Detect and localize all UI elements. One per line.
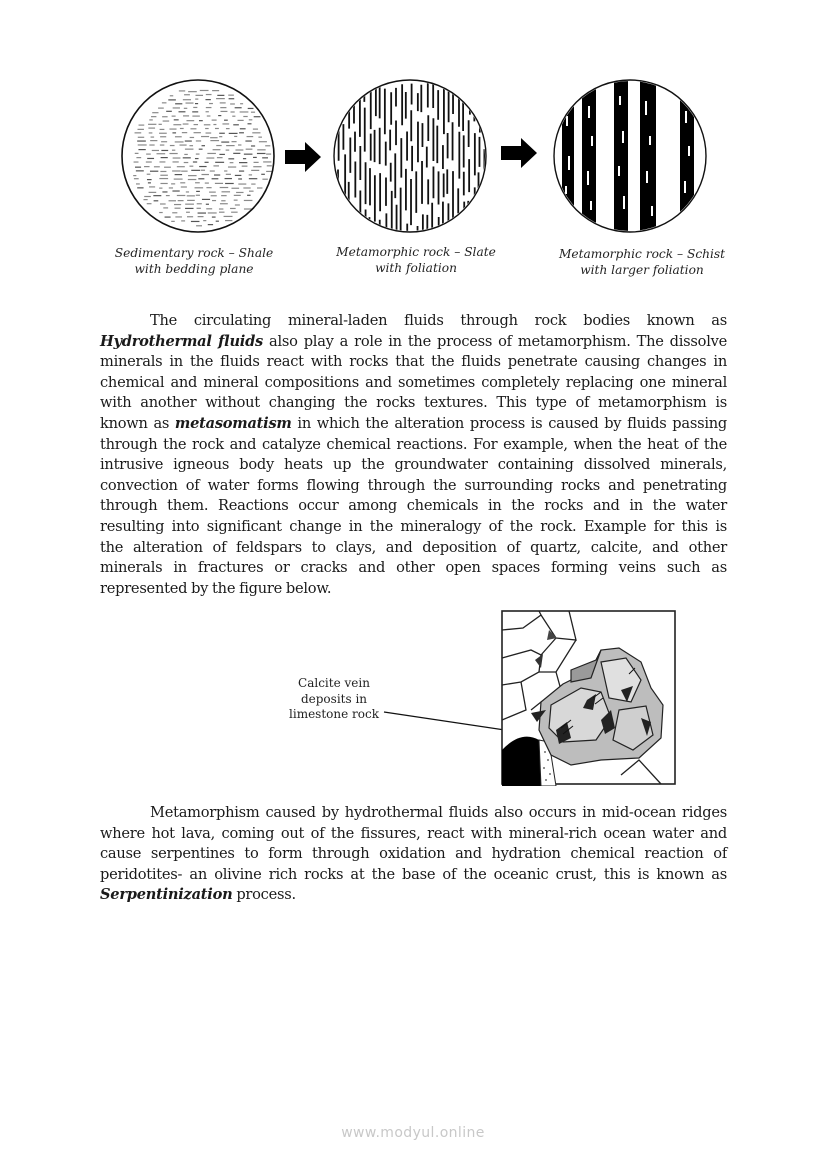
text-line: minerals in fractures or cracks and other open spaces forming veins such as xyxy=(100,559,727,577)
text-line: Serpentinization process. xyxy=(100,886,296,904)
text-line: chemical and mineral compositions and sometimes completely replacing one mineral xyxy=(100,373,727,391)
text-line: through the rock and catalyze chemical reactions. For example, when the heat of the xyxy=(100,435,727,453)
shale-caption: Sedimentary rock – Shale with bedding plane xyxy=(114,246,274,276)
text-line: Hydrothermal fluids also play a role in the process of metamorphism. The dissolve xyxy=(100,332,727,350)
text-line: cause serpentines to form through oxidation and hydration chemical reaction of xyxy=(100,845,727,863)
paragraph-serpentinization xyxy=(100,803,727,906)
text-line: The circulating mineral-laden fluids through rock bodies known as xyxy=(150,312,727,329)
text-line: represented by the figure below. xyxy=(100,579,332,597)
text-line: Metamorphism caused by hydrothermal fluids also occurs in mid-ocean ridges xyxy=(150,804,727,821)
slate-caption: Metamorphic rock – Slate with foliation xyxy=(336,245,496,275)
key-term: Hydrothermal fluids xyxy=(100,332,264,350)
text-line: resulting into significant change in the mineralogy of the rock. Example for this is xyxy=(100,517,727,535)
slate-circle-illustration xyxy=(332,76,488,236)
paragraph-hydrothermal-fluids xyxy=(100,311,727,599)
text-line: where hot lava, coming out of the fissures, react with mineral-rich ocean water and xyxy=(100,824,727,842)
key-term: Serpentinization xyxy=(100,886,233,904)
text-line: convection of water forms flowing through the surrounding rocks and penetrating xyxy=(100,476,727,494)
text-line: with another without changing the rocks textures. This type of metamorphism is xyxy=(100,394,727,412)
right-arrow-icon xyxy=(501,138,537,168)
text-line: known as metasomatism in which the alteration process is caused by fluids passing xyxy=(100,414,727,432)
text-line: the alteration of feldspars to clays, and deposition of quartz, calcite, and other xyxy=(100,538,727,556)
rock-metamorphism-figure xyxy=(100,76,730,236)
text-line: through them. Reactions occur among chemicals in the rocks and in the water xyxy=(100,497,727,515)
text-line: peridotites- an olivine rich rocks at the base of the oceanic crust, this is known as xyxy=(100,865,727,883)
schist-caption: Metamorphic rock – Schist with larger foliation xyxy=(558,247,726,277)
text-line: intrusive igneous body heats up the groundwater containing dissolved minerals, xyxy=(100,456,727,474)
shale-circle-illustration xyxy=(120,76,276,236)
watermark: www.modyul.online xyxy=(341,1125,485,1141)
calcite-vein-illustration xyxy=(501,610,677,786)
right-arrow-icon xyxy=(285,142,321,172)
text-line: minerals in the fluids react with rocks that the fluids penetrate causing changes in xyxy=(100,353,727,371)
schist-circle-illustration xyxy=(552,76,708,236)
key-term: metasomatism xyxy=(174,414,292,432)
calcite-vein-label: Calcite vein deposits in limestone rock xyxy=(289,676,379,721)
